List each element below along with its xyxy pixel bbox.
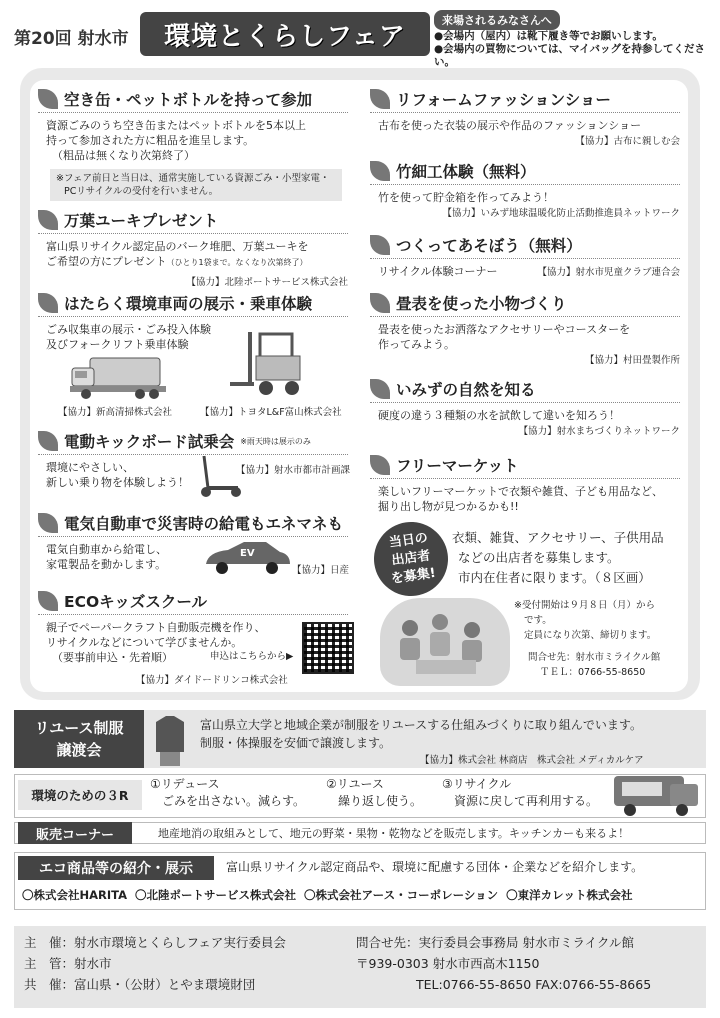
event-title: 環境とくらしフェア	[140, 12, 430, 56]
leaf-icon	[38, 431, 58, 451]
section-manyo	[38, 209, 348, 288]
three-r-item-recycle: ③リサイクル 資源に戻して再利用する。	[442, 777, 599, 808]
leaf-icon	[38, 89, 58, 109]
section-kickboard	[38, 430, 351, 490]
section-title: フリーマーケット	[370, 454, 680, 479]
flea-market-illustration	[380, 598, 510, 686]
section-body: 電気自動車から給電し、 家電製品を動かします。	[46, 543, 167, 571]
section-tatami	[370, 292, 680, 366]
edition-label: 第20回 射水市	[14, 29, 129, 49]
vendor-contact: 問合せ先：射水市ミライクル館 ＴＥＬ：0766-55-8650	[528, 652, 661, 678]
section-title: 空き缶・ペットボトルを持って参加	[38, 88, 348, 113]
ev-car-illustration	[200, 538, 292, 576]
section-body: 楽しいフリーマーケットで衣類や雑貨、子ども用品など、 掘り出し物が見つかるかも!!	[378, 485, 664, 513]
section-body: 環境にやさしい、 新しい乗り物を体験しよう！	[46, 461, 189, 489]
section-fashion	[370, 88, 680, 147]
coop-label-2: 【協力】トヨタL&F富山株式会社	[200, 407, 342, 418]
section-title: つくってあそぼう（無料）	[370, 234, 680, 259]
eco-products-body: 富山県リサイクル認定商品や、環境に配慮する団体・企業などを紹介します。	[226, 860, 644, 874]
section-body: 古布を使った衣装の展示や作品のファッションショー	[378, 119, 642, 132]
reuse-uniform-body: 富山県立大学と地域企業が制服をリユースする仕組みづくりに取り組んでいます。 制服・体操服を安価で譲渡します。	[200, 718, 642, 750]
section-title: リフォームファッションショー	[370, 88, 680, 113]
section-nature	[370, 378, 680, 437]
sales-label: 販売コーナー	[18, 822, 132, 844]
three-r-item-reduce: ①リデュース ごみを出さない。減らす。	[150, 777, 306, 808]
section-title: はたらく環境車両の展示・乗車体験	[38, 292, 348, 317]
coop-label-1: 【協力】新高清掃株式会社	[58, 407, 173, 418]
section-flea-market	[370, 454, 680, 514]
people-icon	[380, 598, 510, 686]
coop-label: 【協力】ダイドードリンコ株式会社	[136, 675, 288, 686]
ev-label: EV	[240, 548, 255, 559]
section-body: リサイクル体験コーナー	[378, 265, 498, 278]
leaf-icon	[370, 293, 390, 313]
coop-label: 【協力】村田畳製作所	[584, 355, 680, 366]
forklift-illustration	[228, 326, 308, 398]
section-title: 畳表を使った小物づくり	[370, 292, 680, 317]
section-cans	[38, 88, 348, 201]
section-body: 富山県リサイクル認定品のバーク堆肥、万葉ユーキを ご希望の方にプレゼント（ひとり1袋まで。なくなり次第終了）	[46, 240, 309, 268]
section-title: 電気自動車で災害時の給電もエネマネも	[38, 512, 348, 537]
leaf-icon	[38, 513, 58, 533]
qr-code[interactable]	[302, 622, 354, 674]
three-r-label: 環境のための３R	[18, 780, 142, 810]
footer-organizers: 主 催：射水市環境とくらしフェア実行委員会 主 管：射水市 共 催：富山県・（公財）とやま環境財団	[24, 935, 286, 992]
eco-products-label: エコ商品等の紹介・展示	[18, 856, 214, 880]
footer-contact: 問合せ先：実行委員会事務局 射水市ミライクル館 〒939-0303 射水市西高木1150 TEL:0766-55-8650 FAX:0766-55-8665	[356, 935, 652, 992]
notice-text	[434, 30, 716, 69]
section-body: 親子でペーパークラフト自動販売機を作り、 リサイクルなどについて学びませんか。 （要事前申込・先着順）	[46, 621, 266, 664]
section-body: 資源ごみのうち空き缶またはペットボトルを5本以上 持って参加された方に粗品を進呈します。 （粗品は無くなり次第終了）	[46, 119, 306, 162]
company-item: 〇東洋カレット株式会社	[506, 888, 633, 902]
section-note: ※フェア前日と当日は、通常実施している資源ごみ・小型家電・ PCリサイクルの受付を行いません。	[50, 169, 342, 201]
leaf-icon	[38, 293, 58, 313]
coop-label: 【協力】射水まちづくりネットワーク	[518, 426, 680, 437]
notice-line-1: ●会場内（屋内）は靴下履き等でお願いします。	[434, 30, 663, 42]
notice-line-2: ●会場内の買物については、マイバッグを持参してください。	[434, 43, 706, 68]
coop-label: 【協力】いみず地球温暖化防止活動推進員ネットワーク	[442, 208, 680, 219]
coop-label: 【協力】古布に親しむ会	[575, 136, 680, 147]
leaf-icon	[38, 591, 58, 611]
reuse-uniform-label: リユース制服 譲渡会	[14, 710, 144, 768]
coop-label: 【協力】射水市児童クラブ連合会	[537, 267, 680, 278]
coop-label: 【協力】株式会社 林商店 株式会社 メディカルケア	[420, 755, 644, 766]
section-body: ごみ収集車の展示・ごみ投入体験 及びフォークリフト乗車体験	[46, 323, 211, 351]
leaf-icon	[370, 379, 390, 399]
vendor-recruit-text: 衣類、雑貨、アクセサリー、子供用品 などの出店者を募集します。 市内在住者に限ります。（８区画）	[452, 530, 664, 585]
three-r-item-reuse: ②リユース 繰り返し使う。	[326, 777, 423, 808]
section-title: 万葉ユーキプレゼント	[38, 209, 348, 234]
leaf-icon	[370, 89, 390, 109]
company-item: 〇株式会社HARITA	[22, 888, 128, 902]
company-item: 〇北陸ポートサービス株式会社	[135, 888, 297, 902]
notice-title: 来場されるみなさんへ	[434, 10, 560, 30]
leaf-icon	[370, 455, 390, 475]
apply-link[interactable]: 申込はこちらから▶	[210, 651, 294, 662]
kitchen-car-icon	[610, 770, 702, 820]
leaf-icon	[370, 235, 390, 255]
section-bamboo	[370, 160, 680, 219]
section-body: 畳表を使ったお洒落なアクセサリーやコースターを 作ってみよう。	[378, 323, 631, 351]
sales-body: 地産地消の取組みとして、地元の野菜・果物・乾物などを販売します。キッチンカーも来るよ！	[158, 827, 630, 840]
section-make-and-play	[370, 234, 680, 279]
coop-label: 【協力】日産	[292, 565, 350, 576]
uniform-icon	[150, 712, 190, 766]
garbage-truck-illustration	[70, 352, 180, 400]
section-title: 電動キックボード試乗会 ※雨天時は展示のみ	[38, 430, 348, 455]
section-title: ECOキッズスクール	[38, 590, 348, 615]
coop-label: 【協力】射水市都市計画課	[236, 465, 351, 476]
company-list	[22, 887, 633, 903]
company-item: 〇株式会社アース・コーポレーション	[304, 888, 499, 902]
coop-label: 【協力】北陸ポートサービス株式会社	[186, 277, 348, 288]
vendor-recruit-badge: 当日の 出店者 を募集!	[369, 517, 453, 601]
section-title: 竹細工体験（無料）	[370, 160, 680, 185]
vendor-note: ※受付開始は９月８日（月）から です。 定員になり次第、締切ります。	[514, 600, 657, 641]
section-body: 竹を使って貯金箱を作ってみよう！	[378, 191, 554, 204]
section-body: 硬度の違う３種類の水を試飲して違いを知ろう！	[378, 409, 620, 422]
leaf-icon	[370, 161, 390, 181]
leaf-icon	[38, 210, 58, 230]
section-title: いみずの自然を知る	[370, 378, 680, 403]
